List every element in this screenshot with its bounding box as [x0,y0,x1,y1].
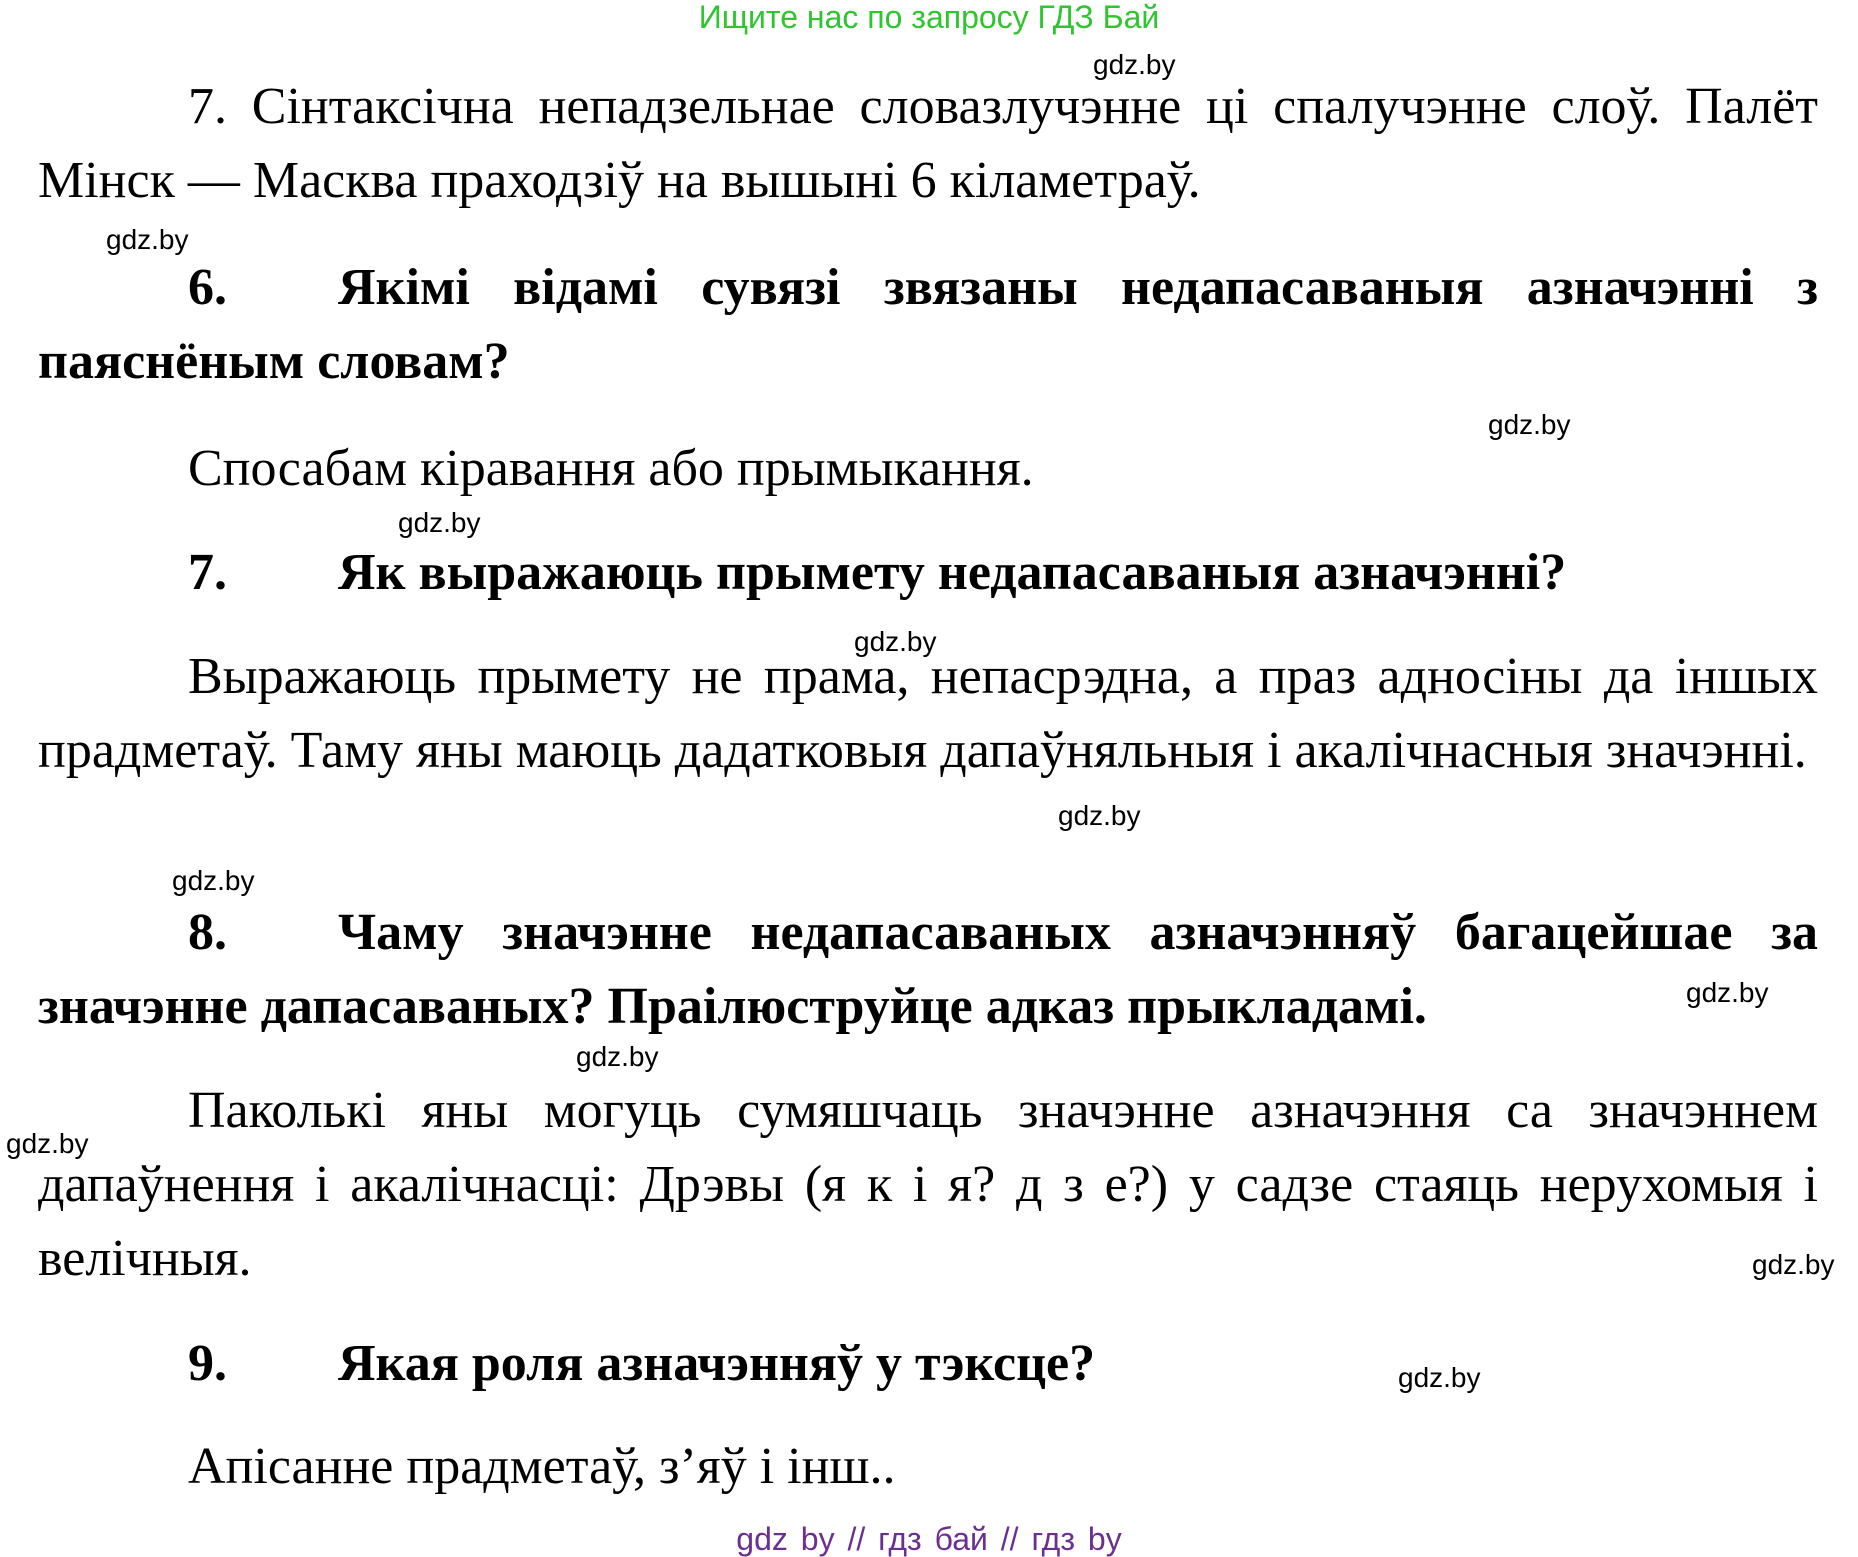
question-number: 9. [188,1335,227,1392]
answer-paragraph: Выражаюць прымету не прама, непасрэдна, а праз адносіны да іншых прадметаў. Таму яны маюць дадатковыя дапаўняльныя і акалічнасныя значэнні. [38,648,1818,779]
watermark: gdz.by [6,1128,89,1159]
watermark: gdz.by [1398,1362,1481,1393]
watermark: gdz.by [1752,1249,1835,1280]
question-8 [38,896,1818,1044]
question-6 [38,251,1818,399]
answer-paragraph: Спосабам кіравання або прымыкання. [188,440,1034,497]
watermark: gdz.by [106,224,189,255]
question-7 [38,536,1818,610]
watermark: gdz.by [854,626,937,657]
answer-paragraph: Паколькі яны могуць сумяшчаць значэнне азначэння са значэннем дапаўнення і акалічнасці: Дрэвы (я к і я? д з е?) у садзе стаяць нерухомыя і велічныя. [38,1082,1818,1287]
watermark: gdz.by [398,507,481,538]
question-number: 8. [188,904,227,961]
watermark: gdz.by [1093,49,1176,80]
question-text: Якая роля азначэнняў у тэксце? [338,1335,1096,1392]
question-text: Якімі відамі сувязі звязаны недапасаваныя азначэнні з паяснёным словам? [38,259,1818,390]
question-9 [38,1327,1818,1401]
watermark: gdz.by [1058,800,1141,831]
answer-paragraph: Апісанне прадметаў, з’яў і інш.. [188,1438,896,1495]
watermark: gdz.by [1686,977,1769,1008]
question-text: Чаму значэнне недапасаваных азначэнняў багацейшае за значэнне дапасаваных? Праілюструйце адказ прыкладамі. [38,904,1818,1035]
question-text: Як выражаюць прымету недапасаваныя азначэнні? [338,544,1567,601]
watermark: gdz.by [1488,409,1571,440]
answer-paragraph: 7. Сінтаксічна непадзельнае словазлучэнне ці спалучэнне слоў. Палёт Мінск — Масква праходзіў на вышыні 6 кіламетраў. [38,78,1818,209]
watermark: gdz.by [172,865,255,896]
search-banner: Ищите нас по запросу ГДЗ Бай [698,0,1160,35]
question-number: 6. [188,259,227,316]
watermark: gdz.by [576,1041,659,1072]
footer-links: gdz by // гдз бай // гдз by [736,1521,1122,1557]
question-number: 7. [188,544,227,601]
